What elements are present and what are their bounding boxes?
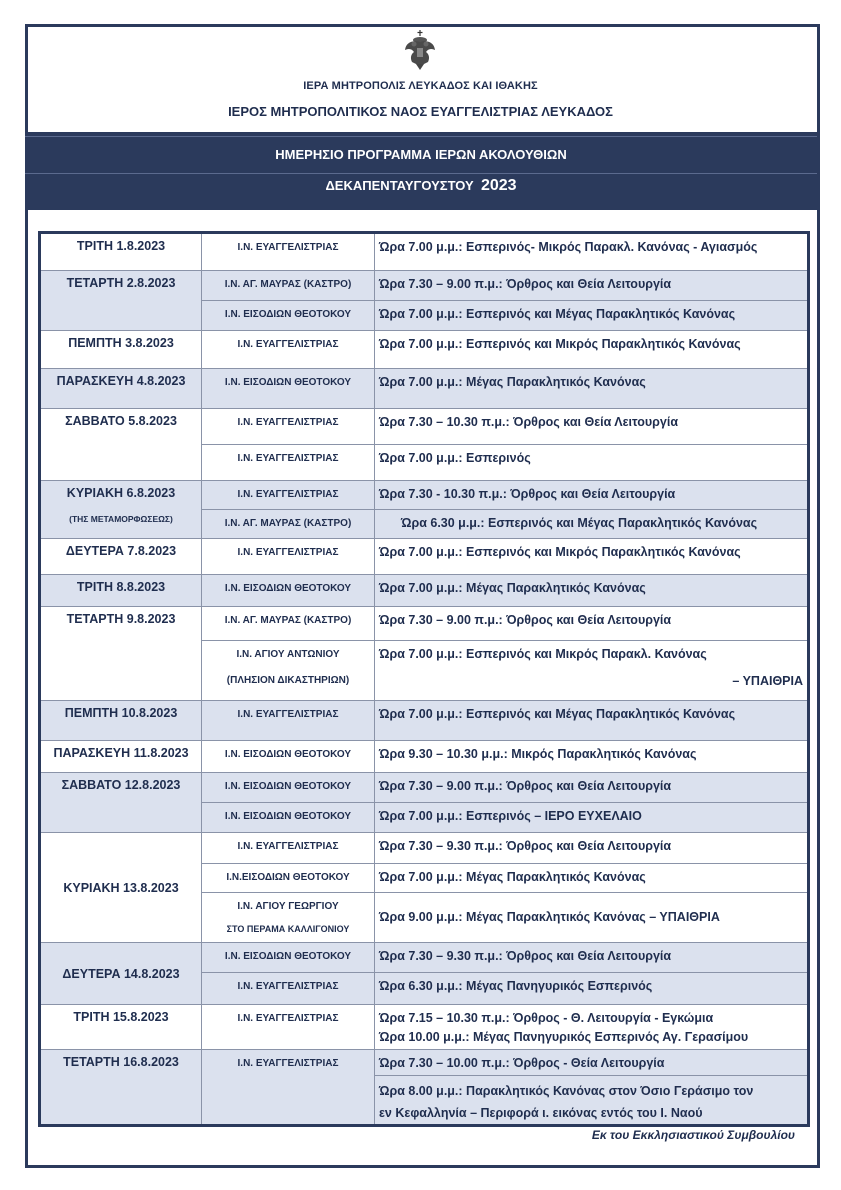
service-text: Ώρα 7.00 μ.μ.: Εσπερινός και Μικρός Παρακλ. Κανόνας [379,647,707,661]
church-cell: Ι.Ν. ΕΙΣΟΔΙΩΝ ΘΕΟΤΟΚΟΥ [202,741,375,773]
day-label: ΚΥΡΙΑΚΗ 6.8.2023 [66,486,176,500]
table-row [40,331,809,369]
service-cell: Ώρα 7.30 – 10.30 π.μ.: Όρθρος και Θεία Λειτουργία [375,409,809,445]
church-cell: Ι.Ν. ΕΥΑΓΓΕΛΙΣΤΡΙΑΣ [202,539,375,575]
service-text: Ώρα 7.15 – 10.30 π.μ.: Όρθρος - Θ. Λειτουργία - Εγκώμια [379,1011,714,1025]
service-cell [375,1076,809,1126]
service-cell: Ώρα 6.30 μ.μ.: Μέγας Πανηγυρικός Εσπερινός [375,973,809,1005]
band-divider [25,173,817,174]
table-row [40,943,809,973]
period-label: ΔΕΚΑΠΕΝΤΑΥΓΟΥΣΤΟΥ [325,178,474,193]
church-cell: Ι.Ν. ΕΥΑΓΓΕΛΙΣΤΡΙΑΣ [202,331,375,369]
table-row [40,271,809,301]
day-cell [40,481,202,539]
church-cell [202,641,375,701]
service-cell: Ώρα 7.00 μ.μ.: Εσπερινός και Μικρός Παρακλητικός Κανόνας [375,331,809,369]
church-cell: Ι.Ν. ΕΥΑΓΓΕΛΙΣΤΡΙΑΣ [202,833,375,864]
service-cell: Ώρα 7.00 μ.μ.: Μέγας Παρακλητικός Κανόνας [375,864,809,893]
service-cell: Ώρα 7.00 μ.μ.: Εσπερινός και Μέγας Παρακλητικός Κανόνας [375,301,809,331]
service-text: Ώρα 8.00 μ.μ.: Παρακλητικός Κανόνας στον Όσιο Γεράσιμο τον [379,1084,754,1098]
service-cell: Ώρα 7.00 μ.μ.: Μέγας Παρακλητικός Κανόνας [375,369,809,409]
service-cell: Ώρα 7.30 – 9.30 π.μ.: Όρθρος και Θεία Λειτουργία [375,943,809,973]
church-cell: Ι.Ν. ΕΥΑΓΓΕΛΙΣΤΡΙΑΣ [202,481,375,510]
service-cell: Ώρα 7.00 μ.μ.: Εσπερινός και Μέγας Παρακλητικός Κανόνας [375,701,809,741]
service-cell: Ώρα 7.00 μ.μ.: Μέγας Παρακλητικός Κανόνας [375,575,809,607]
table-row [40,369,809,409]
church-cell: Ι.Ν. ΕΥΑΓΓΕΛΙΣΤΡΙΑΣ [202,701,375,741]
feast-note: (ΤΗΣ ΜΕΤΑΜΟΡΦΩΣΕΩΣ) [69,514,173,524]
service-cell: Ώρα 7.00 μ.μ.: Εσπερινός- Μικρός Παρακλ. Κανόνας - Αγιασμός [375,233,809,271]
church-cell: Ι.Ν. ΕΥΑΓΓΕΛΙΣΤΡΙΑΣ [202,409,375,445]
table-row [40,409,809,445]
service-cell: Ώρα 7.30 – 10.00 π.μ.: Όρθρος - Θεία Λειτουργία [375,1050,809,1076]
table-row [40,773,809,803]
service-cell: Ώρα 7.00 μ.μ.: Εσπερινός και Μικρός Παρακλητικός Κανόνας [375,539,809,575]
day-cell: ΤΡΙΤΗ 15.8.2023 [40,1005,202,1050]
service-text-2: Ώρα 10.00 μ.μ.: Μέγας Πανηγυρικός Εσπερινός Αγ. Γερασίμου [379,1030,749,1044]
band-divider [25,136,817,137]
church-cell: Ι.Ν.ΕΙΣΟΔΙΩΝ ΘΕΟΤΟΚΟΥ [202,864,375,893]
day-cell: ΠΑΡΑΣΚΕΥΗ 11.8.2023 [40,741,202,773]
church-name: Ι.Ν. ΑΓΙΟΥ ΑΝΤΩΝΙΟΥ [236,649,340,660]
service-cell: Ώρα 7.00 μ.μ.: Εσπερινός [375,445,809,481]
schedule-table [38,231,810,1127]
table-row [40,233,809,271]
day-cell: ΤΡΙΤΗ 1.8.2023 [40,233,202,271]
table-row [40,575,809,607]
day-cell: ΠΑΡΑΣΚΕΥΗ 4.8.2023 [40,369,202,409]
table-row [40,741,809,773]
service-note: – ΥΠΑΙΘΡΙΑ [732,674,803,688]
program-title: ΗΜΕΡΗΣΙΟ ΠΡΟΓΡΑΜΜΑ ΙΕΡΩΝ ΑΚΟΛΟΥΘΙΩΝ [275,147,567,162]
table-row [40,1050,809,1076]
day-cell: ΔΕΥΤΕΡΑ 14.8.2023 [40,943,202,1005]
service-cell: Ώρα 9.00 μ.μ.: Μέγας Παρακλητικός Κανόνας – ΥΠΑΙΘΡΙΑ [375,893,809,943]
day-cell: ΣΑΒΒΑΤΟ 12.8.2023 [40,773,202,833]
footer-signature: Εκ του Εκκλησιαστικού Συμβουλίου [591,1128,795,1142]
church-cell: Ι.Ν. ΕΙΣΟΔΙΩΝ ΘΕΟΤΟΚΟΥ [202,943,375,973]
church-cell: Ι.Ν. ΕΥΑΓΓΕΛΙΣΤΡΙΑΣ [202,973,375,1005]
church-cell: Ι.Ν. ΕΙΣΟΔΙΩΝ ΘΕΟΤΟΚΟΥ [202,369,375,409]
day-cell: ΚΥΡΙΑΚΗ 13.8.2023 [40,833,202,943]
church-cell [202,893,375,943]
service-cell: Ώρα 9.30 – 10.30 μ.μ.: Μικρός Παρακλητικός Κανόνας [375,741,809,773]
day-cell: ΠΕΜΠΤΗ 3.8.2023 [40,331,202,369]
day-cell: ΔΕΥΤΕΡΑ 7.8.2023 [40,539,202,575]
church-name: Ι.Ν. ΑΓΙΟΥ ΓΕΩΡΓΙΟΥ [237,901,339,912]
service-cell [375,1005,809,1050]
period-title [25,177,817,195]
church-cell: Ι.Ν. ΑΓ. ΜΑΥΡΑΣ (ΚΑΣΤΡΟ) [202,510,375,539]
church-cell: Ι.Ν. ΕΙΣΟΔΙΩΝ ΘΕΟΤΟΚΟΥ [202,773,375,803]
church-cell: Ι.Ν. ΕΥΑΓΓΕΛΙΣΤΡΙΑΣ [202,1050,375,1126]
table-row [40,481,809,510]
church-cell: Ι.Ν. ΕΥΑΓΓΕΛΙΣΤΡΙΑΣ [202,1005,375,1050]
service-cell: Ώρα 7.30 – 9.00 π.μ.: Όρθρος και Θεία Λειτουργία [375,773,809,803]
service-cell: Ώρα 7.30 – 9.30 π.μ.: Όρθρος και Θεία Λειτουργία [375,833,809,864]
day-cell: ΤΕΤΑΡΤΗ 2.8.2023 [40,271,202,331]
church-cell: Ι.Ν. ΑΓ. ΜΑΥΡΑΣ (ΚΑΣΤΡΟ) [202,607,375,641]
title-band [25,132,817,210]
church-cell: Ι.Ν. ΕΥΑΓΓΕΛΙΣΤΡΙΑΣ [202,233,375,271]
day-cell: ΤΕΤΑΡΤΗ 16.8.2023 [40,1050,202,1126]
cathedral-title: ΙΕΡΟΣ ΜΗΤΡΟΠΟΛΙΤΙΚΟΣ ΝΑΟΣ ΕΥΑΓΓΕΛΙΣΤΡΙΑΣ ΛΕΥΚΑΔΟΣ [228,104,613,119]
service-cell: Ώρα 7.30 – 9.00 π.μ.: Όρθρος και Θεία Λειτουργία [375,607,809,641]
church-cell: Ι.Ν. ΕΙΣΟΔΙΩΝ ΘΕΟΤΟΚΟΥ [202,301,375,331]
service-cell: Ώρα 7.00 μ.μ.: Εσπερινός – ΙΕΡΟ ΕΥΧΕΛΑΙΟ [375,803,809,833]
church-cell: Ι.Ν. ΕΙΣΟΔΙΩΝ ΘΕΟΤΟΚΟΥ [202,575,375,607]
period-year: 2023 [480,177,517,194]
day-cell: ΤΡΙΤΗ 8.8.2023 [40,575,202,607]
church-cell: Ι.Ν. ΑΓ. ΜΑΥΡΑΣ (ΚΑΣΤΡΟ) [202,271,375,301]
table-row [40,607,809,641]
service-cell: Ώρα 7.30 – 9.00 π.μ.: Όρθρος και Θεία Λειτουργία [375,271,809,301]
church-location: (ΠΛΗΣΙΟΝ ΔΙΚΑΣΤΗΡΙΩΝ) [226,675,350,686]
church-cell: Ι.Ν. ΕΙΣΟΔΙΩΝ ΘΕΟΤΟΚΟΥ [202,803,375,833]
table-row [40,539,809,575]
service-cell: Ώρα 6.30 μ.μ.: Εσπερινός και Μέγας Παρακλητικός Κανόνας [375,510,809,539]
church-location: ΣΤΟ ΠΕΡΑΜΑ ΚΑΛΛΙΓΟΝΙΟΥ [226,924,350,934]
table-row [40,1005,809,1050]
table-row [40,833,809,864]
double-headed-eagle-icon [403,30,437,70]
church-cell: Ι.Ν. ΕΥΑΓΓΕΛΙΣΤΡΙΑΣ [202,445,375,481]
service-cell: Ώρα 7.30 - 10.30 π.μ.: Όρθρος και Θεία Λειτουργία [375,481,809,510]
day-cell: ΣΑΒΒΑΤΟ 5.8.2023 [40,409,202,481]
day-cell: ΤΕΤΑΡΤΗ 9.8.2023 [40,607,202,701]
table-row [40,701,809,741]
service-text-2: εν Κεφαλληνία – Περιφορά ι. εικόνας εντός του Ι. Ναού [379,1106,703,1120]
metropolis-title: ΙΕΡΑ ΜΗΤΡΟΠΟΛΙΣ ΛΕΥΚΑΔΟΣ ΚΑΙ ΙΘΑΚΗΣ [303,80,538,92]
day-cell: ΠΕΜΠΤΗ 10.8.2023 [40,701,202,741]
service-cell [375,641,809,701]
